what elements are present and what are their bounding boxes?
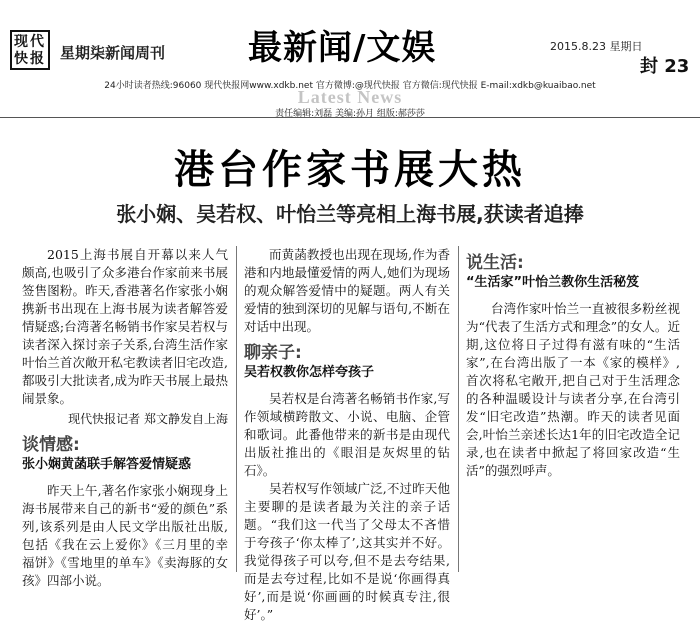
latest-news-banner: Latest News (297, 87, 403, 107)
section-kicker: 聊亲子: (244, 343, 302, 363)
column-1 (22, 246, 228, 588)
contact-line: 24小时读者热线:96060 现代快报网www.xdkb.net 官方微博:@现代快报 官方微信:现代快报 E-mail:xdkb@kuaibao.net (104, 81, 596, 91)
weekly-label: 星期柒新闻周刊 (60, 44, 166, 62)
column-3 (466, 246, 680, 572)
editors-credit: 责任编辑:刘磊 美编:孙月 组版:郝莎莎 (275, 109, 425, 119)
column-divider (458, 246, 459, 572)
section-title: 张小娴黄菡联手解答爱情疑惑 (22, 457, 192, 472)
section-title: 最新闻/文娱 (248, 28, 437, 68)
issue-date: 2015.8.23 星期日 (550, 40, 643, 53)
page-number: 封 23 (640, 56, 690, 77)
section-kicker: 谈情感: (22, 435, 80, 455)
byline: 现代快报记者 郑文静发自上海 (68, 412, 228, 426)
article-subhead: 张小娴、吴若权、叶怡兰等亮相上海书展,获读者追捧 (116, 202, 584, 226)
article-intro: 2015上海书展自开幕以来人气颇高,也吸引了众多港台作家前来书展签售图粉。昨天,香港著名作家张小娴携新书出现在上海书展为读者解答爱情疑惑;台湾著名畅销书作家吴若权与读者深入探讨亲子关系,台湾生活作家叶怡兰首次敞开私宅教读者旧宅改造,都吸引大批读者,成为昨天书展上最热闹景象。 (22, 247, 228, 406)
section-title: 吴若权教你怎样夸孩子 (244, 365, 375, 380)
section-paragraph: 而黄菡教授也出现在现场,作为香港和内地最懂爱情的两人,她们为现场的观众解答爱情中的疑题。两人有关爱情的独到深切的见解与语句,不断在对话中出现。 (244, 247, 450, 334)
article-headline: 港台作家书展大热 (174, 147, 526, 193)
section-paragraph: 吴若权写作领域广泛,不过昨天他主要聊的是读者最为关注的亲子话题。“我们这一代当了父母太不吝惜于夸孩子‘你太棒了’,这其实并不好。我觉得孩子可以夸,但不是去夸结果,而是去夸过程,比如不是说‘你画得真好’,而是说‘你画画的时候真专注,很好’。” (244, 481, 450, 622)
column-2 (244, 246, 450, 622)
section-paragraph: 昨天上午,著名作家张小娴现身上海书展带来自己的新书“爱的颜色”系列,该系列是由人民文学出版社出版,包括《我在云上爱你》《三月里的幸福饼》《雪地里的单车》《卖海豚的女孩》四部小说。 (22, 483, 228, 588)
section-kicker: 说生活: (466, 253, 524, 273)
newspaper-logo: 现代快报 (10, 30, 50, 70)
section-paragraph: 吴若权是台湾著名畅销书作家,写作领域横跨散文、小说、电脑、企管和歌词。此番他带来的新书是由现代出版社推出的《眼泪是灰烬里的钻石》。 (244, 391, 450, 478)
section-paragraph: 台湾作家叶怡兰一直被很多粉丝视为“代表了生活方式和理念”的女人。近期,这位将日子过得有滋有味的“生活家”,在台湾出版了一本《家的模样》,首次将私宅敞开,把自己对于生活理念的各种温暖设计与读者分享,在台湾引发“旧宅改造”热潮。昨天的读者见面会,叶怡兰亲述长达1年的旧宅改造全记录,也在读者中掀起了将回家改造“生活”的强烈呼声。 (466, 301, 680, 478)
column-divider (236, 246, 237, 572)
masthead (0, 0, 700, 118)
section-title: “生活家”叶怡兰教你生活秘笈 (466, 275, 640, 290)
